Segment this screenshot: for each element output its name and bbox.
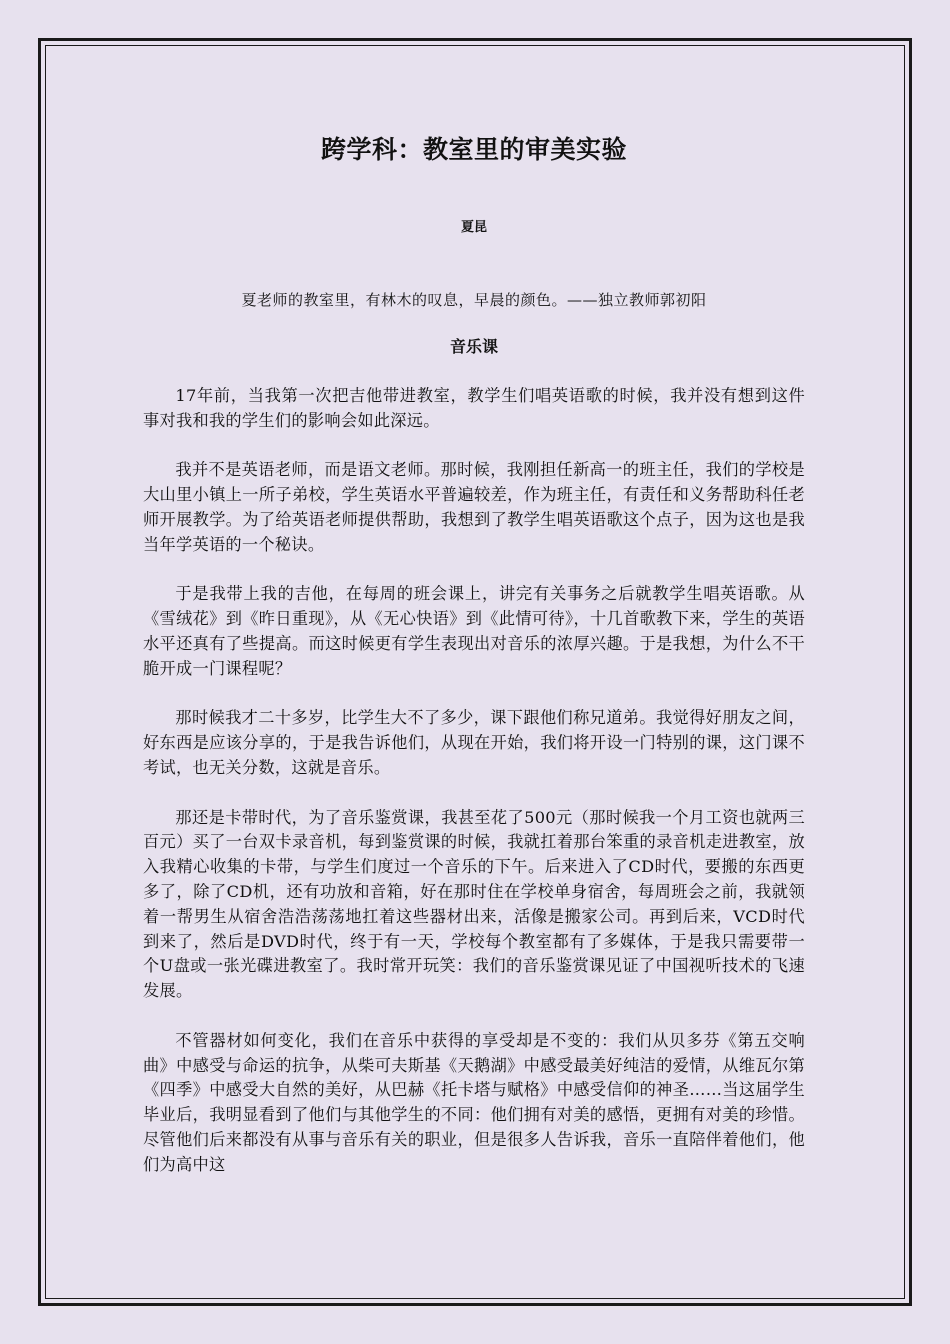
section-heading-music: 音乐课 — [449, 337, 498, 356]
paragraph: 不管器材如何变化，我们在音乐中获得的享受却是不变的：我们从贝多芬《第五交响曲》中感受与命运的抗争，从柴可夫斯基《天鹅湖》中感受最美好纯洁的爱情，从维瓦尔第《四季》中感受大自然的美好，从巴赫《托卡塔与赋格》中感受信仰的神圣……当这届学生毕业后，我明显看到了他们与其他学生的不同：他们拥有对美的感悟，更拥有对美的珍惜。尽管他们后来都没有从事与音乐有关的职业，但是很多人告诉我，音乐一直陪伴着他们，他们为高中这 — [143, 1030, 805, 1174]
article-body — [143, 130, 805, 1202]
paragraph: 那时候我才二十多岁，比学生大不了多少，课下跟他们称兄道弟。我觉得好朋友之间，好东西是应该分享的，于是我告诉他们，从现在开始，我们将开设一门特别的课，这门课不考试，也无关分数，这就是音乐。 — [143, 708, 805, 777]
paragraph: 17年前，当我第一次把吉他带进教室，教学生们唱英语歌的时候，我并没有想到这件事对我和我的学生们的影响会如此深远。 — [143, 386, 805, 430]
paragraph: 我并不是英语老师，而是语文老师。那时候，我刚担任新高一的班主任，我们的学校是大山里小镇上一所子弟校，学生英语水平普遍较差，作为班主任，有责任和义务帮助科任老师开展教学。为了给英语老师提供帮助，我想到了教学生唱英语歌这个点子，因为这也是我当年学英语的一个秘诀。 — [143, 460, 805, 554]
paragraph: 那还是卡带时代，为了音乐鉴赏课，我甚至花了500元（那时候我一个月工资也就两三百元）买了一台双卡录音机，每到鉴赏课的时候，我就扛着那台笨重的录音机走进教室，放入我精心收集的卡带，与学生们度过一个音乐的下午。后来进入了CD时代，要搬的东西更多了，除了CD机，还有功放和音箱，好在那时住在学校单身宿舍，每周班会之前，我就领着一帮男生从宿舍浩浩荡荡地扛着这些器材出来，活像是搬家公司。再到后来，VCD时代到来了，然后是DVD时代，终于有一天，学校每个教室都有了多媒体，于是我只需要带一个U盘或一张光碟进教室了。我时常开玩笑：我们的音乐鉴赏课见证了中国视听技术的飞速发展。 — [143, 807, 805, 1001]
paragraph-list — [143, 384, 805, 1178]
article-title: 跨学科：教室里的审美实验 — [320, 135, 627, 164]
article-epigraph: 夏老师的教室里，有林木的叹息，早晨的颜色。——独立教师郭初阳 — [241, 291, 707, 309]
article-author: 夏昆 — [460, 220, 487, 235]
paragraph: 于是我带上我的吉他，在每周的班会课上，讲完有关事务之后就教学生唱英语歌。从《雪绒花》到《昨日重现》，从《无心快语》到《此情可待》，十几首歌教下来，学生的英语水平还真有了些提高。而这时候更有学生表现出对音乐的浓厚兴趣。于是我想，为什么不干脆开成一门课程呢？ — [143, 584, 805, 678]
